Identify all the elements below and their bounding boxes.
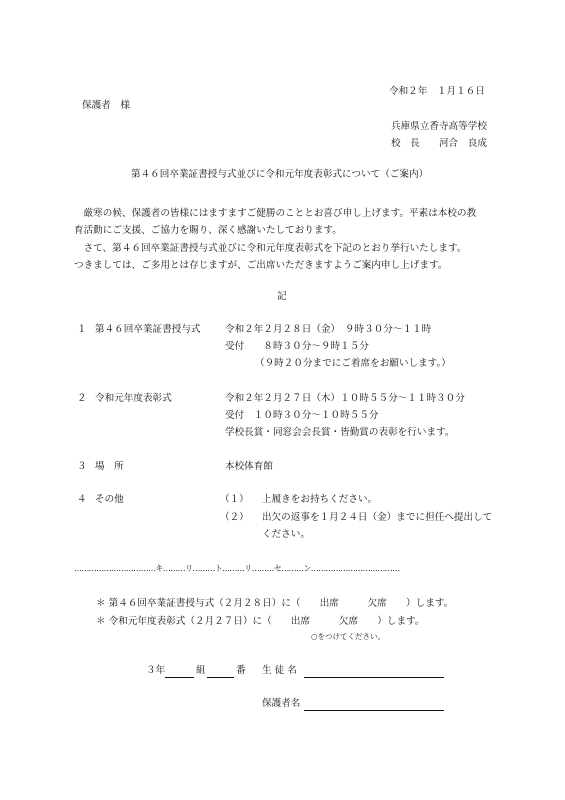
item-number: ４: [77, 494, 87, 505]
item-label: 令和元年度表彰式: [95, 393, 172, 404]
date: 令和２年 １月１６日: [389, 86, 485, 97]
item-number: ２: [77, 393, 87, 404]
principal-name: 校 長 河合 良成: [391, 138, 487, 149]
item-label: その他: [95, 494, 124, 505]
item-number: １: [77, 324, 87, 335]
body-line: つきましては、ご多用とは存じますが、ご出席いただきますようご案内申し上げます。: [74, 260, 448, 271]
reply-note: ○をつけてください。: [311, 632, 386, 641]
sub-number: （２）: [220, 512, 249, 523]
cut-line: ……………………………キ………リ………ト………リ………セ………ン………………………………: [74, 564, 400, 573]
body-line: 厳寒の候、保護者の皆様にはますますご健勝のこととお喜び申し上げます。平素は本校の教: [74, 208, 477, 219]
parent-name-label: 保護者名: [262, 698, 301, 709]
ki-heading: 記: [277, 291, 287, 302]
document-title: 第４６回卒業証書授与式並びに令和元年度表彰式について（ご案内）: [131, 169, 429, 180]
reply-line-2: ＊ 令和元年度表彰式（２月２７日）に（ 出席 欠席 ）します。: [96, 616, 425, 627]
sub-number: （１）: [220, 494, 249, 505]
item-detail: （９時２０分までにご着席をお願いします。）: [255, 358, 451, 369]
item-detail: 令和２年２月２８日（金） ９時３０分～１１時: [225, 324, 432, 335]
item-detail: 学校長賞・同窓会会長賞・皆勤賞の表彰を行います。: [225, 427, 455, 438]
item-detail: 本校体育館: [225, 461, 273, 472]
item-detail: ください。: [262, 529, 310, 540]
school-name: 兵庫県立香寺高等学校: [391, 121, 487, 132]
body-line: 育活動にご支援、ご協力を賜り、深く感謝いたしております。: [74, 225, 342, 236]
item-detail: 上履きをお持ちください。: [262, 494, 378, 505]
number-blank[interactable]: [207, 677, 234, 678]
item-detail: 令和２年２月２７日（木）１０時５５分～１１時３０分: [225, 393, 465, 404]
grade-label: ３年: [146, 665, 166, 676]
reply-line-1: ＊ 第４６回卒業証書授与式（２月２８日）に（ 出席 欠席 ）します。: [96, 598, 454, 609]
class-blank[interactable]: [165, 677, 194, 678]
item-detail: 受付 １０時３０分～１０時５５分: [225, 410, 379, 421]
student-name-blank[interactable]: [304, 677, 444, 678]
class-label: 組: [196, 665, 206, 676]
item-detail: 受付 ８時３０分～９時１５分: [225, 341, 369, 352]
item-label: 第４６回卒業証書授与式: [95, 324, 201, 335]
body-line: さて、第４６回卒業証書授与式並びに令和元年度表彰式を下記のとおり挙行いたします。: [74, 243, 467, 254]
item-label: 場 所: [95, 461, 124, 472]
number-label: 番: [236, 665, 246, 676]
item-number: ３: [77, 461, 87, 472]
item-detail: 出欠の返事を１月２４日（金）までに担任へ提出して: [262, 512, 493, 523]
parent-name-blank[interactable]: [304, 710, 444, 711]
recipient: 保護者 様: [82, 100, 130, 111]
student-name-label: 生 徒 名: [262, 665, 297, 676]
